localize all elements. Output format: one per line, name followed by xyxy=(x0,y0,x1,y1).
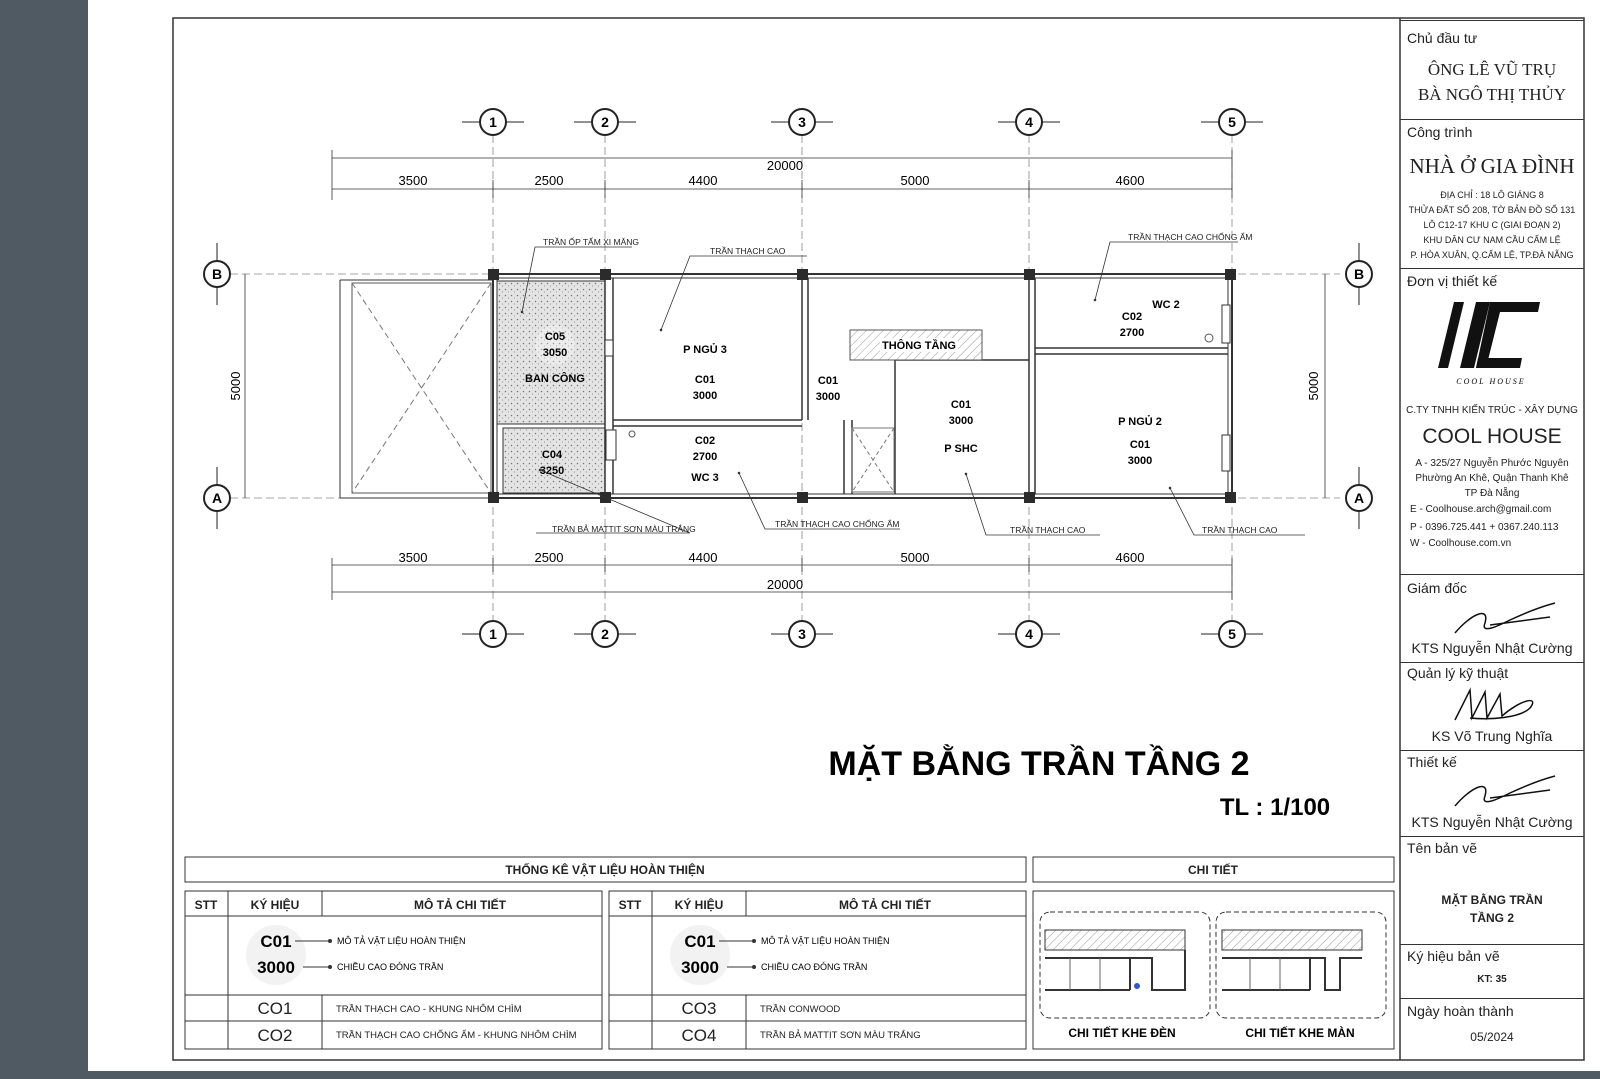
room-hall-code: C01 xyxy=(817,375,839,387)
details-title: CHI TIẾT xyxy=(1188,863,1238,877)
detail-curtain-slot xyxy=(1216,912,1386,1040)
svg-text:3: 3 xyxy=(798,626,806,642)
callout-leaders xyxy=(522,242,1305,535)
drawing-label: Tên bản vẽ xyxy=(1407,840,1478,856)
axis-bubble-2-bottom xyxy=(574,621,636,647)
dim-bottom-1: 3500 xyxy=(398,550,428,565)
svg-text:3000: 3000 xyxy=(257,958,295,977)
legend-header-desc: MÔ TẢ CHI TIẾT xyxy=(414,898,506,912)
svg-text:COOL HOUSE: COOL HOUSE xyxy=(1456,377,1526,386)
legend-header-stt: STT xyxy=(194,898,218,912)
owner-name-1: ÔNG LÊ VŨ TRỤ xyxy=(1427,60,1557,79)
room-wc3-height: 2700 xyxy=(692,451,718,463)
callout-gypsum-top: TRẦN THẠCH CAO xyxy=(710,246,786,256)
axis-bubble-5-top xyxy=(1201,109,1263,135)
svg-text:4: 4 xyxy=(1025,626,1033,642)
svg-text:CHIỀU CAO ĐÓNG TRẦN: CHIỀU CAO ĐÓNG TRẦN xyxy=(761,962,868,972)
design-signature xyxy=(1450,768,1560,813)
director-label: Giám đốc xyxy=(1407,580,1467,596)
project-name: NHÀ Ở GIA ĐÌNH xyxy=(1409,154,1575,178)
legend-row-desc-co1: TRẦN THẠCH CAO - KHUNG NHÔM CHÌM xyxy=(336,1004,522,1015)
room-hall-height: 3000 xyxy=(815,391,841,403)
company-address-2: Phường An Khê, Quận Thanh Khê xyxy=(1415,473,1569,484)
callout-texts xyxy=(543,231,1278,535)
dim-top-4: 5000 xyxy=(900,173,930,188)
room-wc2-name: WC 2 xyxy=(1152,299,1180,311)
address-line-2: THỬA ĐẤT SỐ 208, TỜ BẢN ĐỒ SỐ 131 xyxy=(1408,205,1576,215)
date-value: 05/2024 xyxy=(1470,1030,1514,1044)
room-bed3-name: P NGỦ 3 xyxy=(683,344,727,356)
dim-top-1: 3500 xyxy=(398,173,428,188)
company-address-1: A - 325/27 Nguyễn Phước Nguyên xyxy=(1415,458,1569,469)
axis-bubble-b-left xyxy=(204,243,230,305)
dim-total-bottom: 20000 xyxy=(766,577,804,592)
callout-moist-top: TRẦN THẠCH CAO CHỐNG ẨM xyxy=(1128,232,1253,242)
room-bed2-height: 3000 xyxy=(1127,455,1153,467)
company-email: E - Coolhouse.arch@gmail.com xyxy=(1410,504,1552,515)
axis-bubble-4-top xyxy=(998,109,1060,135)
svg-text:MÔ TẢ VẬT LIỆU HOÀN THIỆN: MÔ TẢ VẬT LIỆU HOÀN THIỆN xyxy=(761,936,890,946)
title-block xyxy=(1400,20,1584,1055)
svg-text:3: 3 xyxy=(798,114,806,130)
room-shc-name: P SHC xyxy=(944,443,978,455)
room-bed3-height: 3000 xyxy=(692,390,718,402)
room-wc3-code: C02 xyxy=(694,435,716,447)
detail-light-slot xyxy=(1040,912,1210,1040)
axis-bubble-a-right xyxy=(1346,467,1372,529)
svg-text:4: 4 xyxy=(1025,114,1033,130)
axis-bubble-3-bottom xyxy=(771,621,833,647)
room-shc-code: C01 xyxy=(950,399,972,411)
room-bed2-name: P NGỦ 2 xyxy=(1118,416,1162,428)
owner-name-2: BÀ NGÔ THỊ THỦY xyxy=(1417,85,1567,104)
dim-top-5: 4600 xyxy=(1115,173,1145,188)
svg-text:C01: C01 xyxy=(684,932,716,951)
axis-bubble-b-right xyxy=(1346,243,1372,305)
grid-lines xyxy=(230,135,1340,620)
dim-top-3: 4400 xyxy=(688,173,718,188)
detail-curtain-caption: CHI TIẾT KHE MÀN xyxy=(1245,1026,1355,1040)
room-shc-height: 3000 xyxy=(948,415,974,427)
room-balcony-height: 3050 xyxy=(542,347,568,359)
address-line-4: KHU DÂN CƯ NAM CẦU CẨM LỆ xyxy=(1423,235,1561,245)
dim-total-top: 20000 xyxy=(766,158,804,173)
svg-text:A: A xyxy=(211,490,223,506)
room-bed3-code: C01 xyxy=(694,374,716,386)
room-wc2-code: C02 xyxy=(1121,311,1143,323)
legend-sample-left xyxy=(246,925,466,985)
dim-bottom-3: 4400 xyxy=(688,550,718,565)
legend-row-desc-co3: TRẦN CONWOOD xyxy=(760,1004,841,1015)
legend-header-code-r: KÝ HIỆU xyxy=(674,898,724,912)
company-name: COOL HOUSE xyxy=(1422,425,1562,448)
code-value: KT: 35 xyxy=(1477,974,1507,985)
plan-scale: TL : 1/100 xyxy=(1219,794,1331,821)
legend-row-code-co2: CO2 xyxy=(257,1026,293,1045)
room-balcony-name: BAN CÔNG xyxy=(525,373,585,385)
room-wc2-height: 2700 xyxy=(1119,327,1145,339)
design-name: KTS Nguyễn Nhật Cường xyxy=(1411,814,1573,830)
tech-label: Quản lý kỹ thuật xyxy=(1407,665,1509,681)
room-wc3-name: WC 3 xyxy=(691,472,719,484)
legend-sample-right xyxy=(670,925,890,985)
svg-text:B: B xyxy=(211,266,223,282)
designer-label: Đơn vị thiết kế xyxy=(1407,273,1498,289)
axis-bubble-1-top xyxy=(462,109,524,135)
svg-text:CHIỀU CAO ĐÓNG TRẦN: CHIỀU CAO ĐÓNG TRẦN xyxy=(337,962,444,972)
room-balcony-code: C05 xyxy=(544,331,566,343)
legend-row-desc-co4: TRẦN BẢ MATTIT SƠN MÀU TRẮNG xyxy=(760,1030,921,1041)
legend-row-code-co4: CO4 xyxy=(681,1026,717,1045)
svg-text:2: 2 xyxy=(601,114,609,130)
legend-header-code: KÝ HIỆU xyxy=(250,898,300,912)
room-small-code: C04 xyxy=(541,449,563,461)
callout-mattit: TRẦN BẢ MATTIT SƠN MÀU TRẮNG xyxy=(552,524,696,534)
legend-row-code-co1: CO1 xyxy=(257,999,293,1018)
callout-gypsum-b1: TRẦN THẠCH CAO xyxy=(1010,525,1086,535)
callout-cement: TRẦN ỐP TẤM XI MĂNG xyxy=(543,237,640,247)
svg-text:1: 1 xyxy=(489,114,497,130)
legend-header-stt-r: STT xyxy=(618,898,642,912)
dim-left: 5000 xyxy=(228,371,243,401)
legend-header-desc-r: MÔ TẢ CHI TIẾT xyxy=(839,898,931,912)
dim-bottom-4: 5000 xyxy=(900,550,930,565)
room-small-height: 3250 xyxy=(539,465,565,477)
legend-title: THỐNG KÊ VẬT LIỆU HOÀN THIỆN xyxy=(505,863,705,877)
svg-text:5: 5 xyxy=(1228,626,1236,642)
owner-label: Chủ đầu tư xyxy=(1407,30,1478,46)
cool-house-logo xyxy=(1436,302,1546,388)
dim-bottom-5: 4600 xyxy=(1115,550,1145,565)
code-label: Ký hiệu bản vẽ xyxy=(1407,948,1500,964)
legend-table xyxy=(185,857,1394,1049)
axis-bubble-2-top xyxy=(574,109,636,135)
room-void-name: THÔNG TẦNG xyxy=(882,340,956,352)
legend-row-desc-co2: TRẦN THẠCH CAO CHỐNG ẨM - KHUNG NHÔM CHÌM xyxy=(336,1030,577,1041)
axis-bubble-a-left xyxy=(204,467,230,529)
room-bed2-code: C01 xyxy=(1129,439,1151,451)
tech-name: KS Võ Trung Nghĩa xyxy=(1431,728,1553,744)
address-line-1: ĐỊA CHỈ : 18 LÔ GIÁNG 8 xyxy=(1440,190,1544,200)
design-label: Thiết kế xyxy=(1407,754,1457,770)
callout-gypsum-b2: TRẦN THẠCH CAO xyxy=(1202,525,1278,535)
dim-right: 5000 xyxy=(1306,371,1321,401)
svg-text:B: B xyxy=(1353,266,1365,282)
director-name: KTS Nguyễn Nhật Cường xyxy=(1411,640,1573,656)
svg-text:C01: C01 xyxy=(260,932,292,951)
legend-row-code-co3: CO3 xyxy=(681,999,717,1018)
axis-bubble-4-bottom xyxy=(998,621,1060,647)
plan-title: MẶT BẰNG TRẦN TẦNG 2 xyxy=(828,745,1250,783)
svg-text:2: 2 xyxy=(601,626,609,642)
address-line-5: P. HÒA XUÂN, Q.CẨM LỆ, TP.ĐÀ NẴNG xyxy=(1410,250,1574,260)
axis-bubble-3-top xyxy=(771,109,833,135)
company-phone: P - 0396.725.441 + 0367.240.113 xyxy=(1410,522,1559,533)
svg-text:MÔ TẢ VẬT LIỆU HOÀN THIỆN: MÔ TẢ VẬT LIỆU HOÀN THIỆN xyxy=(337,936,466,946)
company-address-3: TP Đà Nẵng xyxy=(1464,488,1520,499)
company-web: W - Coolhouse.com.vn xyxy=(1410,538,1512,549)
date-label: Ngày hoàn thành xyxy=(1407,1003,1514,1019)
axis-bubble-1-bottom xyxy=(462,621,524,647)
detail-light-caption: CHI TIẾT KHE ĐÈN xyxy=(1068,1026,1176,1040)
tech-signature xyxy=(1450,680,1550,725)
svg-text:1: 1 xyxy=(489,626,497,642)
dim-top-2: 2500 xyxy=(534,173,564,188)
svg-text:3000: 3000 xyxy=(681,958,719,977)
address-line-3: LÔ C12-17 KHU C (GIAI ĐOẠN 2) xyxy=(1423,220,1561,230)
axis-bubble-5-bottom xyxy=(1201,621,1263,647)
project-label: Công trình xyxy=(1407,124,1473,140)
director-signature xyxy=(1450,595,1560,640)
company-line: C.TY TNHH KIẾN TRÚC - XÂY DỰNG xyxy=(1406,405,1578,416)
dim-bottom-2: 2500 xyxy=(534,550,564,565)
svg-text:A: A xyxy=(1353,490,1365,506)
drawing-name-1: MẶT BẰNG TRẦN xyxy=(1441,893,1543,907)
callout-moist-bottom: TRẦN THẠCH CAO CHỐNG ẨM xyxy=(775,519,900,529)
building-plan xyxy=(340,269,1236,503)
svg-text:5: 5 xyxy=(1228,114,1236,130)
drawing-name-2: TẦNG 2 xyxy=(1469,911,1514,925)
